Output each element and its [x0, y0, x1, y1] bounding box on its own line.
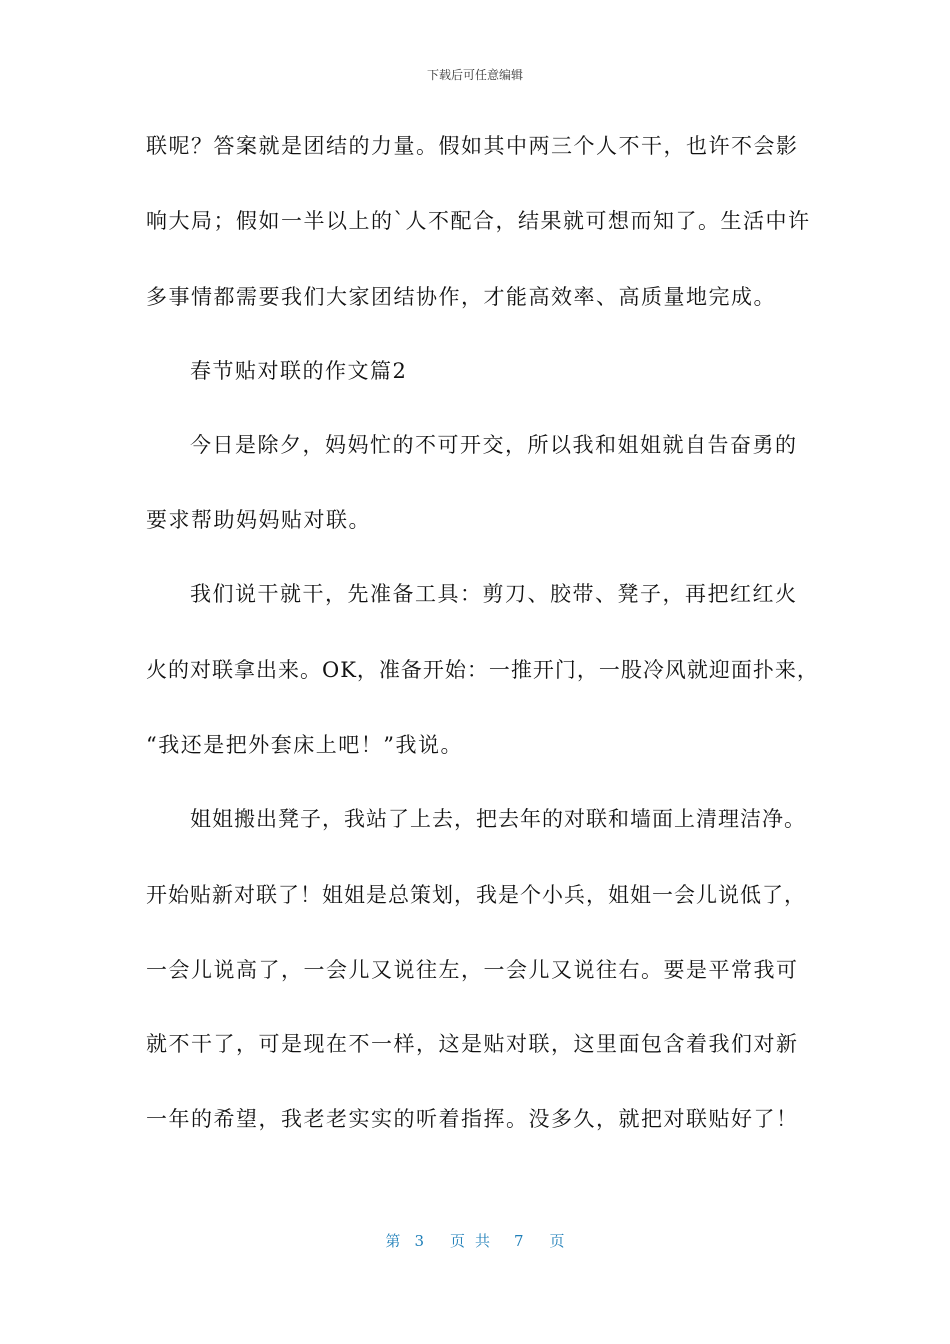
- text-line: 联呢？答案就是团结的力量。假如其中两三个人不干，也许不会影: [146, 134, 799, 158]
- text-line: 响大局；假如一半以上的`人不配合，结果就可想而知了。生活中许: [146, 209, 811, 233]
- text-line: 姐姐搬出凳子，我站了上去，把去年的对联和墙面上清理洁净。: [190, 807, 806, 831]
- text-line: 火的对联拿出来。OK，准备开始：一推开门，一股冷风就迎面扑来，: [146, 658, 819, 682]
- section-heading: 春节贴对联的作文篇2: [190, 359, 408, 383]
- text-line: 我们说干就干，先准备工具：剪刀、胶带、凳子，再把红红火: [190, 582, 798, 606]
- total-pages: 7: [514, 1232, 524, 1250]
- text-line: “我还是把外套床上吧！”我说。: [146, 733, 463, 757]
- page-footer: [0, 1230, 950, 1251]
- page-separator: 页共: [449, 1232, 500, 1250]
- text-line: 一年的希望，我老老实实的听着指挥。没多久，就把对联贴好了！: [146, 1107, 799, 1131]
- text-line: 开始贴新对联了！姐姐是总策划，我是个小兵，姐姐一会儿说低了，: [146, 883, 806, 907]
- text-line: 就不干了，可是现在不一样，这是贴对联，这里面包含着我们对新: [146, 1032, 799, 1056]
- page-header: 下载后可任意编辑: [426, 68, 523, 82]
- text-line: 多事情都需要我们大家团结协作，才能高效率、高质量地完成。: [146, 285, 776, 309]
- text-line: 一会儿说高了，一会儿又说往左，一会儿又说往右。要是平常我可: [146, 958, 799, 982]
- page-number: 3: [414, 1232, 424, 1250]
- page-unit: 页: [549, 1232, 565, 1250]
- text-line: 今日是除夕，妈妈忙的不可开交，所以我和姐姐就自告奋勇的: [190, 433, 798, 457]
- text-line: 要求帮助妈妈贴对联。: [146, 508, 371, 532]
- page-label: 第: [385, 1232, 401, 1250]
